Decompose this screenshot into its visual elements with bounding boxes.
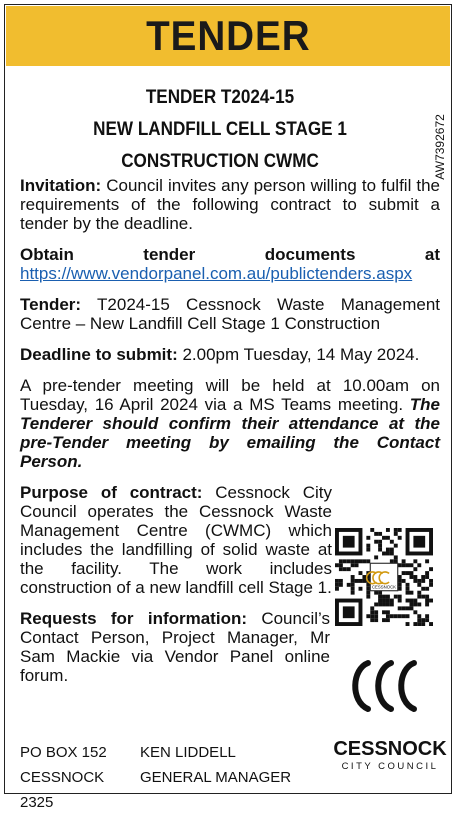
ad-reference-text: AW7392672 [433, 114, 447, 180]
qr-badge-text: CESSNOCK [371, 584, 397, 590]
banner-title: TENDER [145, 12, 311, 59]
purpose-text: Cessnock City Council operates the Cessnock Waste Management Centre (CWMC) which includes the landfilling of solid waste at the facility. The work includes construction of a new landfill cell Stage 1. [20, 483, 332, 597]
tender-label: Tender: [20, 295, 82, 314]
invitation-label: Invitation: [20, 176, 102, 195]
tender-banner [6, 6, 450, 66]
obtain-word-1: Obtain [20, 245, 74, 264]
qr-code[interactable] [335, 528, 433, 626]
manager-name: KEN LIDDELL [140, 744, 236, 761]
po-box: PO BOX 152 [20, 744, 107, 761]
pretender-emphasis: The Tenderer should confirm their attendance at the pre-Tender meeting by emailing the Contact Person. [20, 395, 440, 471]
obtain-word-3: documents [264, 245, 356, 264]
heading-line-3: CONSTRUCTION CWMC [121, 151, 319, 172]
logo-sub: CITY COUNCIL [341, 761, 439, 772]
requests-label: Requests for information: [20, 609, 247, 628]
purpose-label: Purpose of contract: [20, 483, 203, 502]
obtain-word-4: at [424, 245, 440, 264]
tender-text: T2024-15 Cessnock Waste Management Centre – New Landfill Cell Stage 1 Construction [20, 295, 440, 333]
requests-text: Council’s Contact Person, Project Manager, Mr Sam Mackie via Vendor Panel online forum. [20, 609, 330, 685]
manager-role: GENERAL MANAGER [140, 769, 292, 786]
obtain-line [20, 245, 440, 264]
obtain-paragraph [20, 245, 440, 283]
council-logo [333, 645, 447, 775]
signature-block [20, 740, 291, 815]
deadline-label: Deadline to submit: [20, 345, 178, 364]
pretender-text: A pre-tender meeting will be held at 10.00am on Tuesday, 16 April 2024 via a MS Teams meeting. [20, 376, 440, 414]
pretender-paragraph [20, 376, 440, 471]
tender-heading [10, 82, 430, 178]
invitation-paragraph [20, 176, 440, 233]
requests-paragraph [20, 609, 330, 685]
obtain-word-2: tender [143, 245, 196, 264]
deadline-paragraph [20, 345, 440, 364]
vendorpanel-link[interactable]: https://www.vendorpanel.com.au/publictenders.aspx [20, 264, 413, 283]
tender-paragraph [20, 295, 440, 333]
heading-line-1: TENDER T2024-15 [145, 87, 295, 108]
town-postcode: CESSNOCK 2325 [20, 769, 105, 811]
deadline-text: 2.00pm Tuesday, 14 May 2024. [177, 345, 420, 364]
logo-name: CESSNOCK [333, 738, 447, 760]
cessnock-logo-icon [333, 645, 447, 775]
footer-row-1 [20, 740, 291, 765]
heading-line-2: NEW LANDFILL CELL STAGE 1 [93, 119, 347, 140]
footer-row-2 [20, 765, 291, 815]
invitation-text: Council invites any person willing to fulfil the requirements of the following contract to submit a tender by the deadline. [20, 176, 440, 233]
